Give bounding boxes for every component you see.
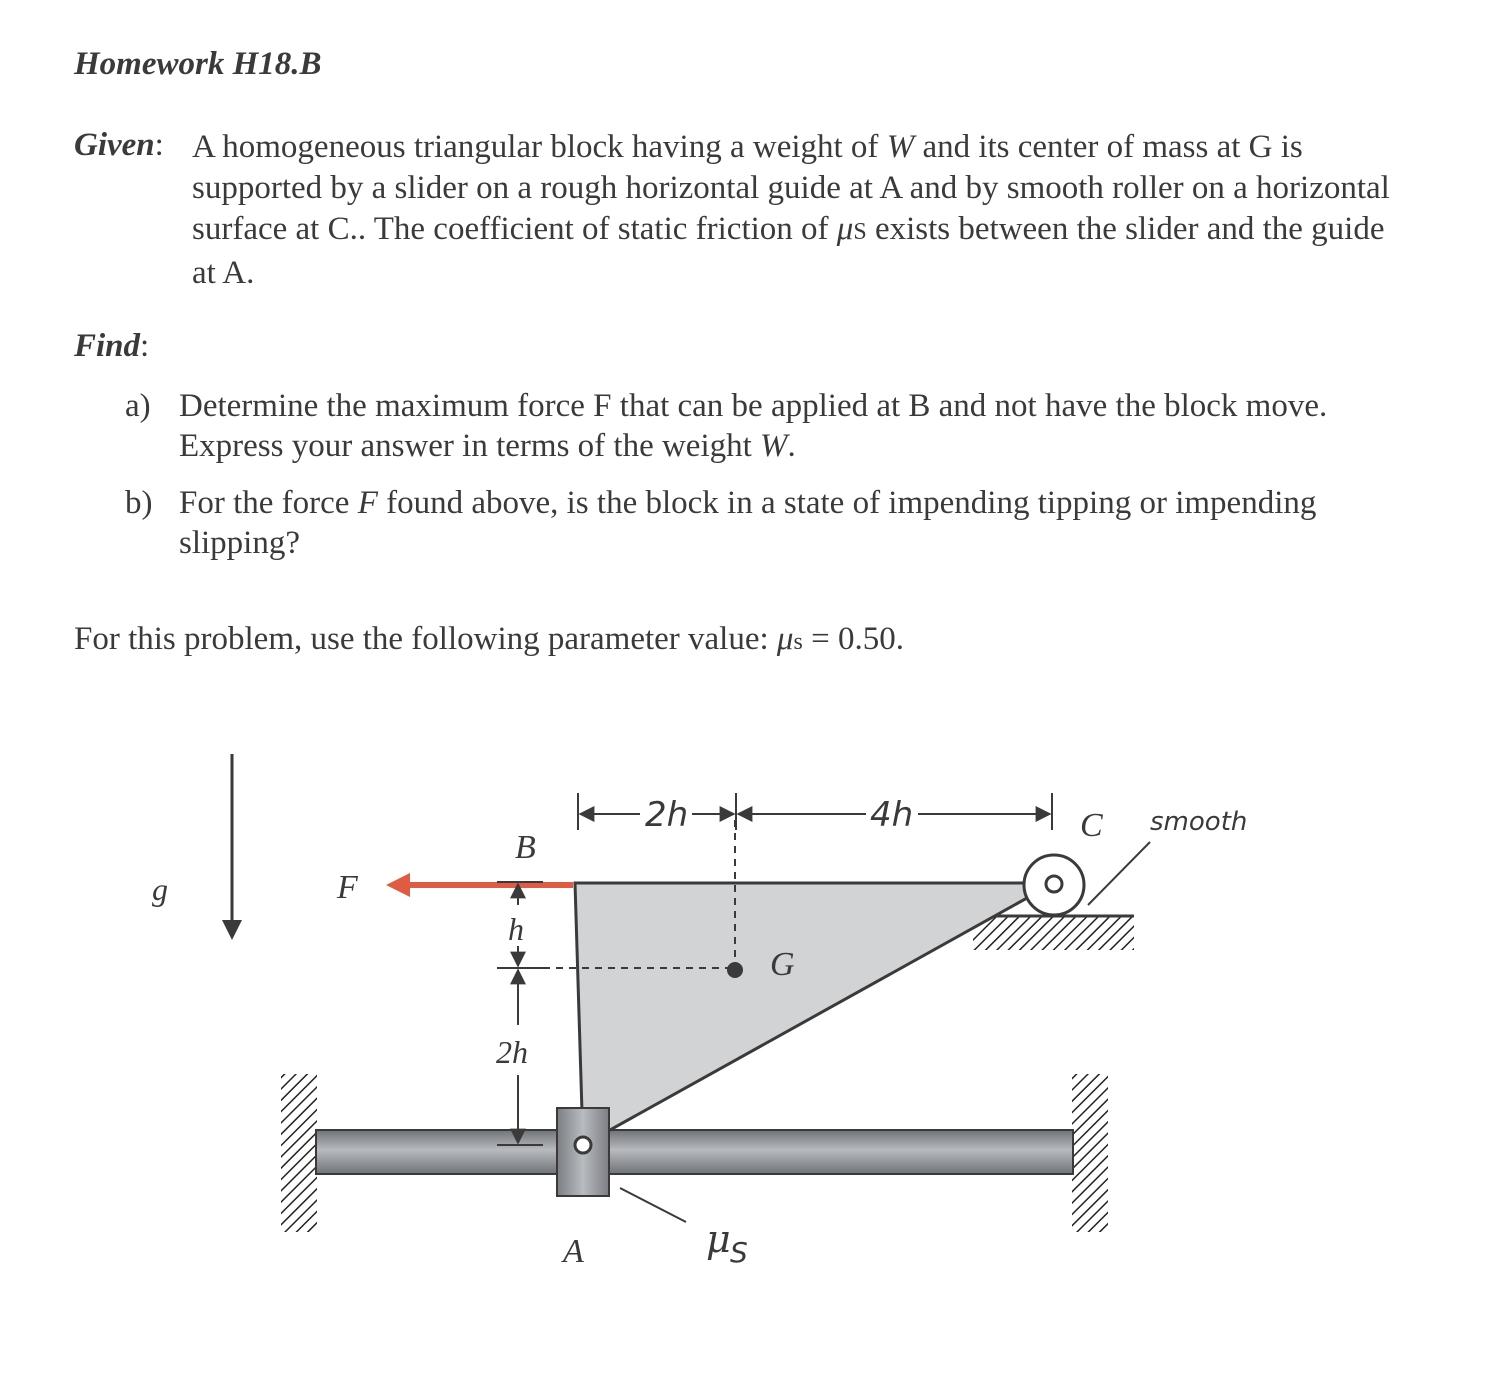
pin-a <box>575 1137 591 1153</box>
find-item-b-symbol: F <box>357 485 378 521</box>
dim-2h-horizontal-label: 2h <box>645 795 689 835</box>
find-item-b <box>125 483 1375 565</box>
right-wall-hatch <box>1072 1074 1108 1232</box>
given-mu-sub: S <box>853 219 867 245</box>
given-weight-symbol: W <box>886 129 915 165</box>
gravity-label: g <box>152 871 168 907</box>
smooth-label: smooth <box>1150 807 1248 837</box>
gravity-arrow-head <box>222 920 242 940</box>
given-mu-symbol: μ <box>836 211 854 247</box>
given-colon: : <box>154 127 164 163</box>
dim-2h-vertical-label: 2h <box>496 1034 528 1070</box>
given-text <box>192 127 1392 294</box>
find-item-b-seg1: For the force <box>179 485 358 521</box>
point-a-label: A <box>563 1233 584 1270</box>
parameter-value: = 0.50. <box>802 621 904 657</box>
parameter-prefix: For this problem, use the following parameter value: <box>74 621 777 657</box>
point-b-label: B <box>515 829 536 866</box>
parameter-line <box>74 621 904 658</box>
find-colon: : <box>140 328 150 364</box>
parameter-mu-symbol: μ <box>776 621 794 657</box>
find-item-a-text <box>179 386 1329 466</box>
triangular-block <box>575 883 1054 1145</box>
mu-label-sub: S <box>730 1236 748 1269</box>
find-item-a-seg2: . <box>787 428 796 464</box>
mu-leader-line <box>620 1188 686 1222</box>
parameter-mu-sub: s <box>793 629 803 655</box>
roller-pin <box>1046 876 1062 892</box>
find-item-a-seg1: Determine the maximum force F that can be applied at B and not have the block move. Express your answer in terms of the weight <box>179 388 1328 464</box>
find-item-b-marker: b) <box>125 485 153 521</box>
point-g-label: G <box>770 946 795 983</box>
force-f-head <box>386 873 410 897</box>
force-label: F <box>337 869 358 906</box>
smooth-leader-line <box>1088 842 1150 905</box>
find-item-b-seg2: found above, is the block in a state of impending tipping or impending slipping? <box>179 485 1317 561</box>
find-item-a-symbol: W <box>760 428 788 464</box>
given-text-seg1: A homogeneous triangular block having a weight of <box>192 129 887 165</box>
find-item-a <box>125 386 1375 468</box>
given-label-text: Given <box>74 127 155 163</box>
dim-4h-label: 4h <box>870 795 914 835</box>
guide-rod <box>316 1130 1073 1174</box>
left-wall-hatch <box>281 1074 317 1232</box>
center-of-mass-dot <box>727 962 743 978</box>
find-item-b-text <box>179 483 1329 563</box>
find-label-text: Find <box>74 328 141 364</box>
homework-title: Homework H18.B <box>74 46 322 82</box>
given-text-seg3: exists between the slider and the guide at A. <box>192 211 1385 291</box>
find-label <box>74 328 149 365</box>
find-item-a-marker: a) <box>125 388 151 424</box>
given-label <box>74 127 164 164</box>
point-c-label: C <box>1080 807 1103 844</box>
top-surface-hatch <box>973 916 1134 950</box>
dim-h-label: h <box>508 911 524 947</box>
mu-label: μ <box>706 1217 731 1261</box>
mechanics-figure <box>0 700 1495 1360</box>
given-text-seg2: and its center of mass at G is supported by a slider on a rough horizontal guide at A and by smooth roller on a horizontal surface at C.. The coefficient of static friction of <box>192 129 1390 247</box>
